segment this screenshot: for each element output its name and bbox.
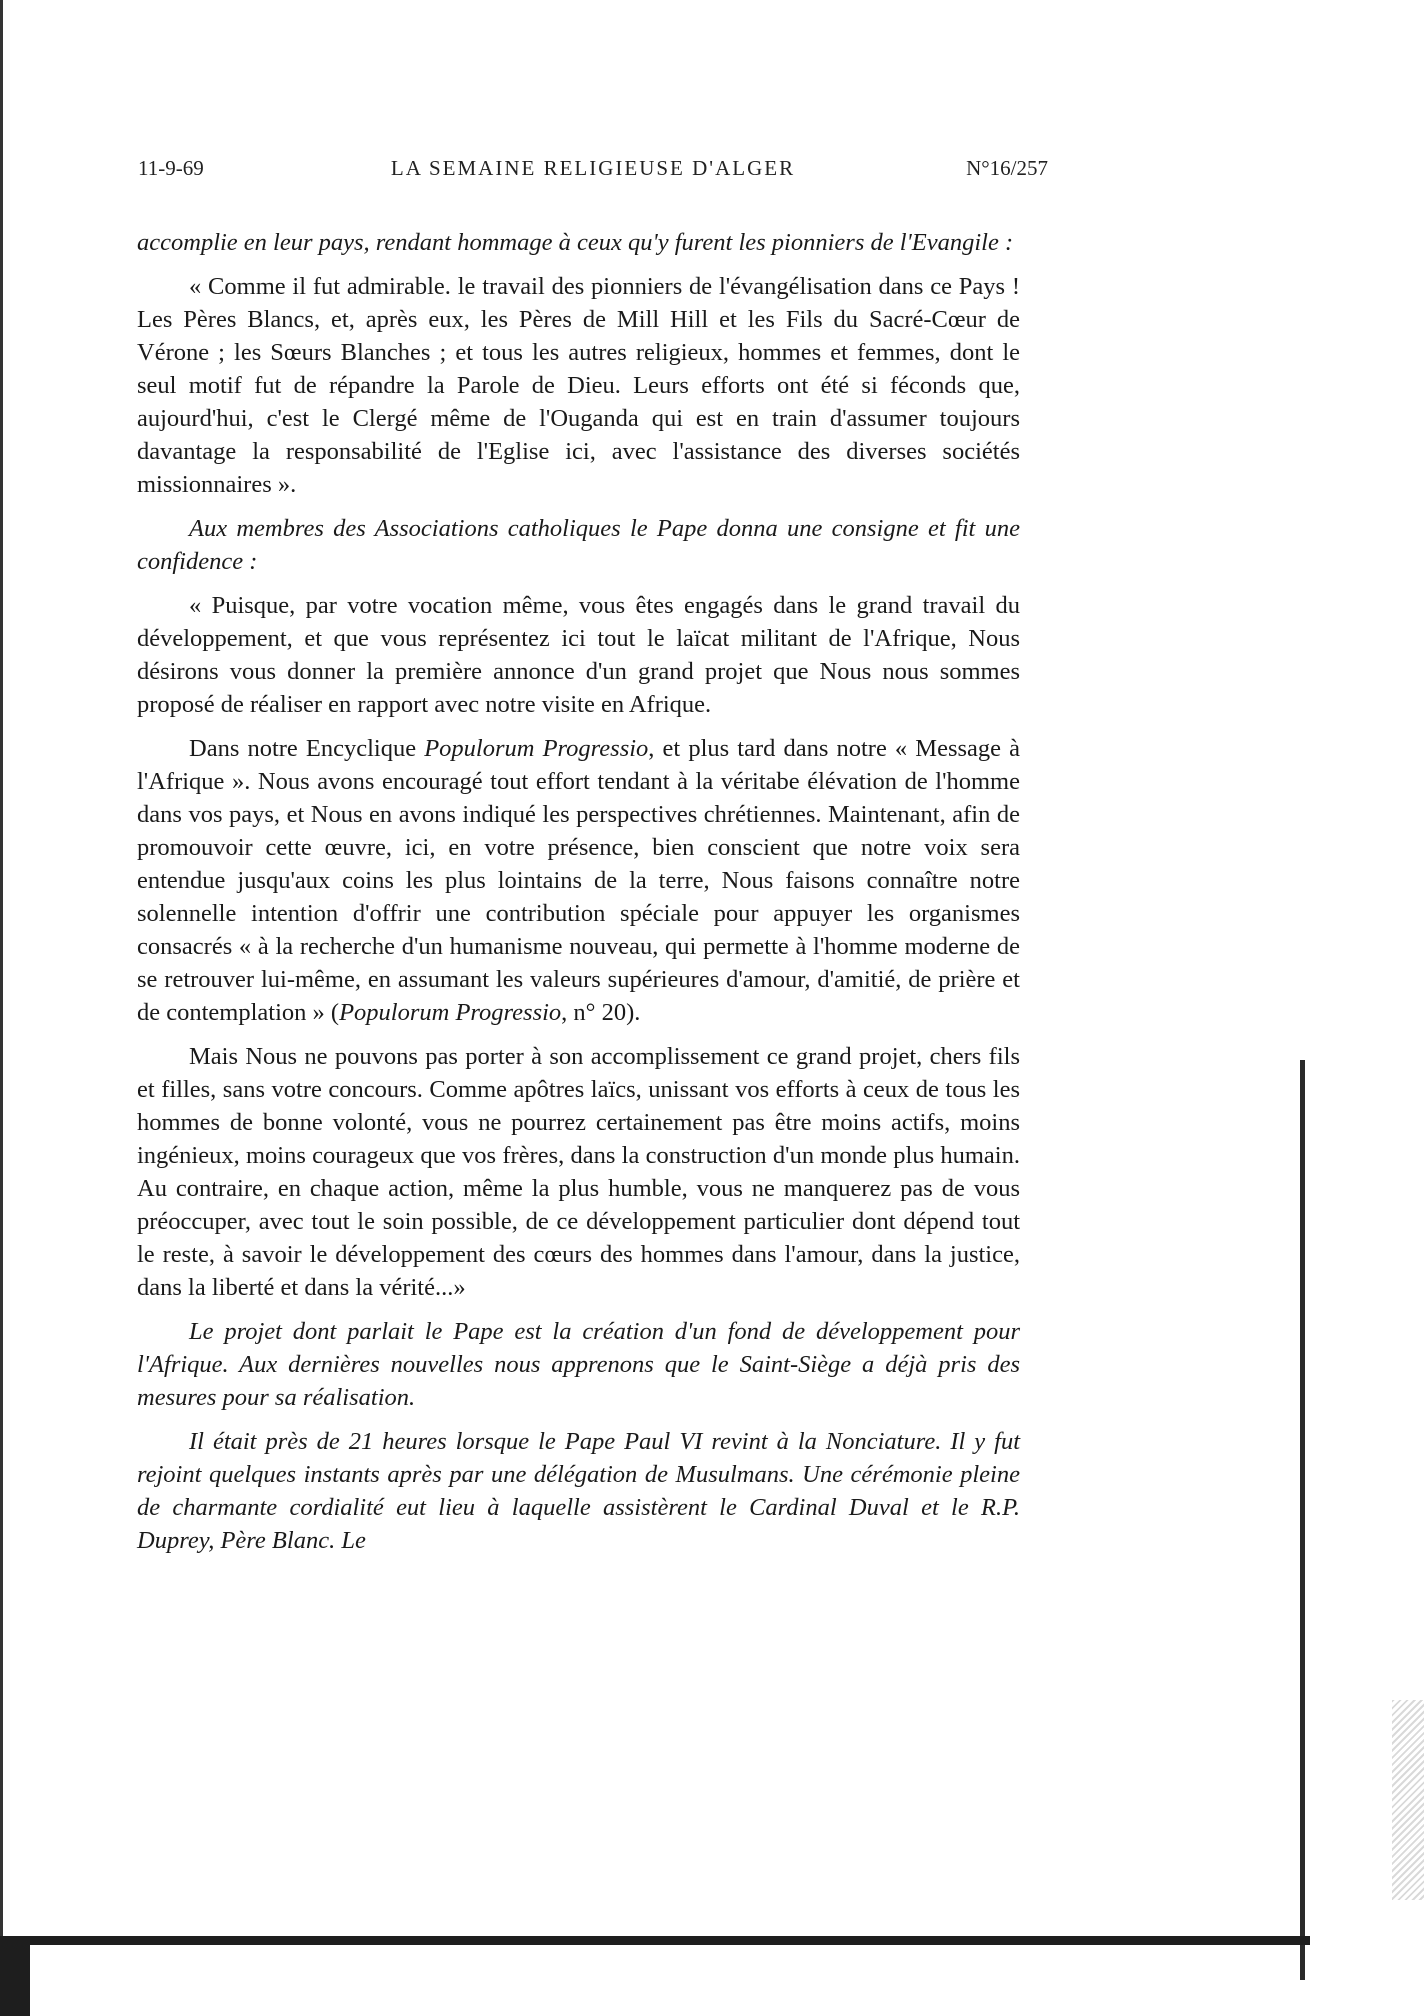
scan-edge-corner xyxy=(0,1936,30,2016)
scan-noise xyxy=(1392,1700,1424,1900)
article-body xyxy=(137,226,1020,1568)
scan-edge-right xyxy=(1300,1060,1305,1980)
header-title: LA SEMAINE RELIGIEUSE D'ALGER xyxy=(390,156,796,180)
encyclical-text-2: , et plus tard dans notre « Message à l'Afrique ». Nous avons encouragé tout effort tendant à la véritabe élévation de l'homme dans vos pays, et Nous en avons indiqué les perspectives chrétiennes. Maintenant, afin de promouvoir cette œuvre, ici, en votre présence, bien conscient que notre voix sera entendue jusqu'aux coins les plus lointains de la terre, Nous faisons connaître notre solennelle intention d'offrir une contribution spéciale pour appuyer les organismes consacrés « à la recherche d'un humanisme nouveau, qui permette à l'homme moderne de se retrouver lui-même, en assumant les valeurs supérieures d'amour, d'amitié, de prière et de contemplation » ( xyxy=(137,735,1020,1026)
paragraph-associations: Aux membres des Associations catholiques le Pape donna une consigne et fit une confidence : xyxy=(137,515,1020,575)
header-page-number: N°16/257 xyxy=(966,156,1048,180)
paragraph-lay-apostles: Mais Nous ne pouvons pas porter à son accomplissement ce grand projet, chers fils et filles, sans votre concours. Comme apôtres laïcs, unissant vos efforts à ceux de tous les hommes de bonne volonté, vous ne pourrez certainement pas être moins actifs, moins ingénieux, moins courageux que vos frères, dans la construction d'un monde plus humain. Au contraire, en chaque action, même la plus humble, vous ne manquerez pas de vous préoccuper, avec tout le soin possible, de ce développement particulier dont dépend tout le reste, à savoir le développement des cœurs des hommes dans l'amour, dans la justice, dans la liberté et dans la vérité...» xyxy=(137,1043,1020,1301)
paragraph-project: Le projet dont parlait le Pape est la création d'un fond de développement pour l'Afrique. Aux dernières nouvelles nous apprenons que le Saint-Siège a déjà pris des mesures pour sa réalisation. xyxy=(137,1318,1020,1411)
encyclical-title-1: Populorum Progressio xyxy=(424,735,649,762)
paragraph-intro: accomplie en leur pays, rendant hommage à ceux qu'y furent les pionniers de l'Evangile : xyxy=(137,229,1014,256)
paragraph-quote-development: « Puisque, par votre vocation même, vous êtes engagés dans le grand travail du développement, et que vous représentez ici tout le laïcat militant de l'Afrique, Nous désirons vous donner la première annonce d'un grand projet que Nous nous sommes proposé de réaliser en rapport avec notre visite en Afrique. xyxy=(137,592,1020,718)
paragraph-quote-pioneers: « Comme il fut admirable. le travail des pionniers de l'évangélisation dans ce Pays ! Les Pères Blancs, et, après eux, les Pères de Mill Hill et les Fils du Sacré-Cœur de Vérone ; les Sœurs Blanches ; et tous les autres religieux, hommes et femmes, dont le seul motif fut de répandre la Parole de Dieu. Leurs efforts ont été si féconds que, aujourd'hui, c'est le Clergé même de l'Ouganda qui est en train d'assumer toujours davantage la responsabilité de l'Eglise ici, avec l'assistance des diverses sociétés missionnaires ». xyxy=(137,273,1020,498)
paragraph-nunciature: Il était près de 21 heures lorsque le Pape Paul VI revint à la Nonciature. Il y fut rejoint quelques instants après par une délégation de Musulmans. Une cérémonie pleine de charmante cordialité eut lieu à laquelle assistèrent le Cardinal Duval et le R.P. Duprey, Père Blanc. Le xyxy=(137,1428,1020,1554)
running-header xyxy=(138,150,1048,190)
encyclical-text-3: , n° 20). xyxy=(561,999,641,1026)
paragraph-encyclical xyxy=(137,732,1020,1029)
encyclical-text-1: Dans notre Encyclique xyxy=(189,735,425,762)
scan-edge-left xyxy=(0,0,3,2016)
header-date: 11-9-69 xyxy=(138,156,204,180)
encyclical-title-2: Populorum Progressio xyxy=(339,999,562,1026)
scan-edge-bottom xyxy=(0,1936,1310,1945)
